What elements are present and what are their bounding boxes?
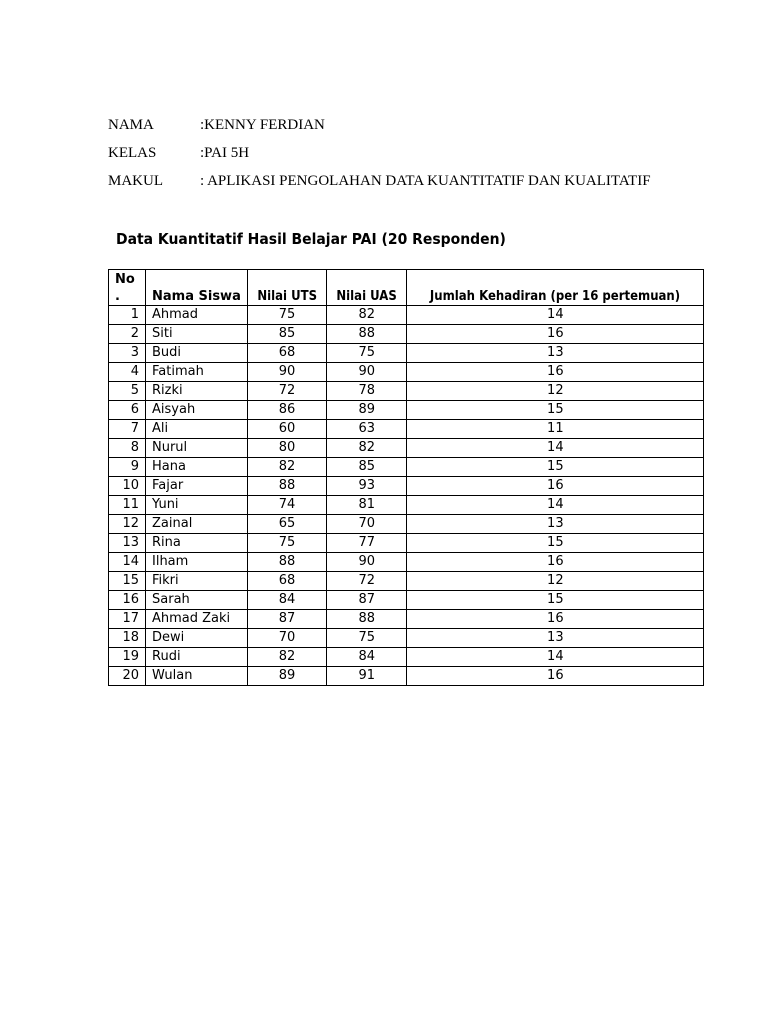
cell-nama: Fajar [146, 477, 248, 496]
cell-nama: Ahmad [146, 306, 248, 325]
cell-nama: Hana [146, 458, 248, 477]
cell-uas: 90 [327, 553, 407, 572]
makul-label: MAKUL [108, 173, 163, 189]
cell-hadir: 14 [407, 496, 704, 515]
makul-value: : APLIKASI PENGOLAHAN DATA KUANTITATIF DAN KUALITATIF [200, 173, 651, 189]
cell-hadir: 16 [407, 363, 704, 382]
cell-hadir: 15 [407, 591, 704, 610]
cell-no: 16 [109, 591, 146, 610]
cell-uts: 84 [247, 591, 326, 610]
cell-hadir: 16 [407, 553, 704, 572]
cell-nama: Aisyah [146, 401, 248, 420]
table-row [109, 515, 704, 534]
cell-hadir: 14 [407, 648, 704, 667]
table-row [109, 629, 704, 648]
cell-uas: 88 [327, 325, 407, 344]
cell-hadir: 13 [407, 344, 704, 363]
cell-uas: 89 [327, 401, 407, 420]
cell-hadir: 15 [407, 401, 704, 420]
cell-uas: 91 [327, 667, 407, 686]
cell-uts: 80 [247, 439, 326, 458]
cell-no: 8 [109, 439, 146, 458]
col-nama-label: Nama Siswa [152, 289, 241, 304]
cell-hadir: 13 [407, 515, 704, 534]
cell-uts: 82 [247, 648, 326, 667]
cell-nama: Yuni [146, 496, 248, 515]
table-row [109, 439, 704, 458]
cell-uts: 60 [247, 420, 326, 439]
cell-uas: 81 [327, 496, 407, 515]
nama-label: NAMA [108, 117, 154, 133]
table-row [109, 325, 704, 344]
cell-hadir: 16 [407, 477, 704, 496]
cell-nama: Zainal [146, 515, 248, 534]
cell-hadir: 14 [407, 439, 704, 458]
table-row [109, 572, 704, 591]
cell-hadir: 14 [407, 306, 704, 325]
cell-uas: 78 [327, 382, 407, 401]
table-row [109, 648, 704, 667]
cell-nama: Ilham [146, 553, 248, 572]
cell-no: 17 [109, 610, 146, 629]
cell-uts: 65 [247, 515, 326, 534]
cell-hadir: 15 [407, 458, 704, 477]
col-uts-header [247, 270, 326, 306]
cell-nama: Siti [146, 325, 248, 344]
cell-uas: 75 [327, 344, 407, 363]
cell-no: 12 [109, 515, 146, 534]
kelas-value: :PAI 5H [200, 145, 250, 161]
cell-no: 6 [109, 401, 146, 420]
cell-hadir: 16 [407, 325, 704, 344]
col-uas-header [327, 270, 407, 306]
cell-no: 19 [109, 648, 146, 667]
cell-uts: 88 [247, 477, 326, 496]
cell-nama: Rizki [146, 382, 248, 401]
col-no-line1: No [115, 272, 135, 287]
table-row [109, 363, 704, 382]
cell-uas: 88 [327, 610, 407, 629]
cell-no: 5 [109, 382, 146, 401]
cell-uas: 70 [327, 515, 407, 534]
cell-uas: 87 [327, 591, 407, 610]
cell-uts: 86 [247, 401, 326, 420]
table-row [109, 496, 704, 515]
cell-no: 9 [109, 458, 146, 477]
cell-nama: Rudi [146, 648, 248, 667]
cell-uts: 75 [247, 306, 326, 325]
cell-nama: Ali [146, 420, 248, 439]
cell-no: 15 [109, 572, 146, 591]
kelas-label: KELAS [108, 145, 157, 161]
table-row [109, 401, 704, 420]
col-uts-label: Nilai UTS [257, 289, 317, 304]
cell-nama: Nurul [146, 439, 248, 458]
cell-uts: 85 [247, 325, 326, 344]
col-uas-label: Nilai UAS [336, 289, 397, 304]
col-nama-header [146, 270, 248, 306]
cell-nama: Ahmad Zaki [146, 610, 248, 629]
cell-no: 18 [109, 629, 146, 648]
cell-uas: 82 [327, 306, 407, 325]
cell-hadir: 16 [407, 667, 704, 686]
kelas-line [108, 144, 249, 162]
cell-uts: 88 [247, 553, 326, 572]
cell-uts: 68 [247, 344, 326, 363]
cell-no: 13 [109, 534, 146, 553]
cell-uas: 85 [327, 458, 407, 477]
cell-no: 14 [109, 553, 146, 572]
table-row [109, 534, 704, 553]
nama-value: :KENNY FERDIAN [200, 117, 325, 133]
cell-no: 7 [109, 420, 146, 439]
col-hadir-label: Jumlah Kehadiran (per 16 pertemuan) [430, 289, 681, 304]
col-hadir-header [407, 270, 704, 306]
cell-hadir: 16 [407, 610, 704, 629]
cell-uas: 82 [327, 439, 407, 458]
cell-no: 11 [109, 496, 146, 515]
cell-uas: 75 [327, 629, 407, 648]
cell-uas: 72 [327, 572, 407, 591]
table-row [109, 610, 704, 629]
cell-nama: Wulan [146, 667, 248, 686]
table-row [109, 458, 704, 477]
cell-uas: 77 [327, 534, 407, 553]
table-row [109, 477, 704, 496]
cell-nama: Rina [146, 534, 248, 553]
col-no-header [109, 270, 146, 306]
cell-no: 20 [109, 667, 146, 686]
cell-uts: 82 [247, 458, 326, 477]
cell-hadir: 12 [407, 572, 704, 591]
cell-uts: 72 [247, 382, 326, 401]
cell-uts: 75 [247, 534, 326, 553]
col-no-line2: . [115, 289, 120, 304]
cell-uts: 74 [247, 496, 326, 515]
cell-hadir: 12 [407, 382, 704, 401]
cell-nama: Budi [146, 344, 248, 363]
document-title: Data Kuantitatif Hasil Belajar PAI (20 Responden) [116, 230, 506, 248]
cell-uts: 70 [247, 629, 326, 648]
cell-no: 10 [109, 477, 146, 496]
cell-uts: 90 [247, 363, 326, 382]
cell-uas: 93 [327, 477, 407, 496]
cell-hadir: 13 [407, 629, 704, 648]
table-row [109, 553, 704, 572]
nama-line [108, 116, 325, 134]
cell-uas: 90 [327, 363, 407, 382]
cell-uts: 87 [247, 610, 326, 629]
cell-nama: Dewi [146, 629, 248, 648]
cell-uts: 89 [247, 667, 326, 686]
cell-nama: Fatimah [146, 363, 248, 382]
cell-uts: 68 [247, 572, 326, 591]
data-table [108, 269, 704, 686]
cell-no: 4 [109, 363, 146, 382]
cell-no: 2 [109, 325, 146, 344]
cell-hadir: 11 [407, 420, 704, 439]
table-row [109, 306, 704, 325]
cell-uas: 84 [327, 648, 407, 667]
table-header-row [109, 270, 704, 306]
cell-nama: Fikri [146, 572, 248, 591]
cell-uas: 63 [327, 420, 407, 439]
cell-no: 1 [109, 306, 146, 325]
cell-no: 3 [109, 344, 146, 363]
table-row [109, 591, 704, 610]
table-row [109, 344, 704, 363]
cell-nama: Sarah [146, 591, 248, 610]
table-row [109, 420, 704, 439]
table-row [109, 382, 704, 401]
cell-hadir: 15 [407, 534, 704, 553]
makul-line [108, 172, 651, 190]
table-row [109, 667, 704, 686]
